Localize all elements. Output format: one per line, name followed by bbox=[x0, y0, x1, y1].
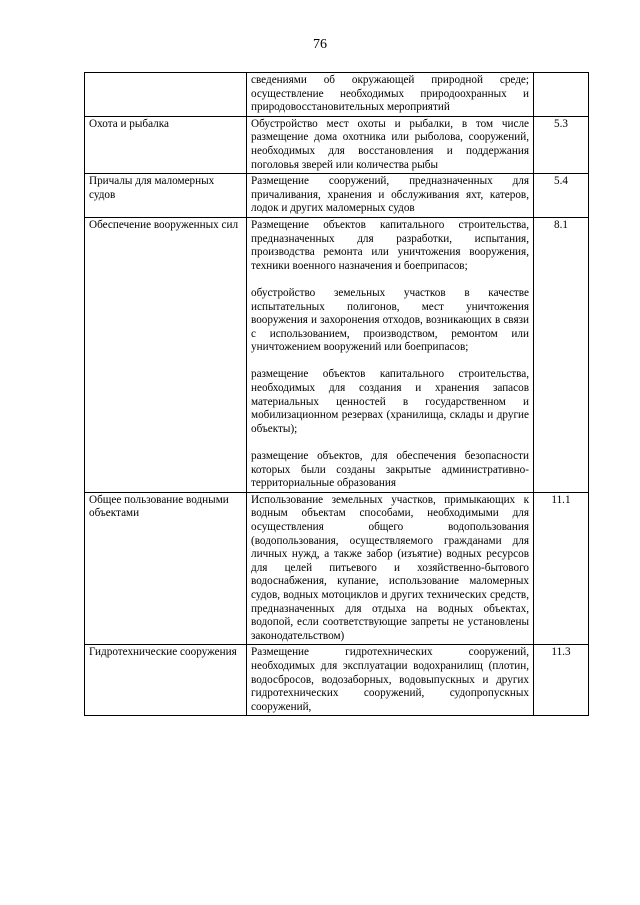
use-type-name: Общее пользование водными объектами bbox=[85, 492, 247, 645]
use-type-name: Охота и рыбалка bbox=[85, 116, 247, 173]
description-paragraph: сведениями об окружающей природной среде; осуществление необходимых природоохранных и природовосстановительных мероприятий bbox=[251, 74, 529, 114]
use-type-name bbox=[85, 73, 247, 117]
table-row bbox=[85, 645, 589, 716]
use-type-code: 11.3 bbox=[534, 645, 589, 716]
description-paragraph: Размещение объектов капитального строительства, предназначенных для разработки, испытания, производства ремонта или уничтожения вооружения, техники военного назначения и боеприпасов; bbox=[251, 218, 529, 272]
table-row bbox=[85, 73, 589, 117]
description-paragraph: размещение объектов, для обеспечения безопасности которых были созданы закрытые административно-территориальные образования bbox=[251, 450, 529, 490]
description-paragraph: обустройство земельных участков в качестве испытательных полигонов, мест уничтожения вооружения и захоронения отходов, возникающих в связи с использованием, производством, ремонтом или уничтожением вооружений или боеприпасов; bbox=[251, 286, 529, 354]
description-paragraph: размещение объектов капитального строительства, необходимых для создания и хранения запасов материальных ценностей в государственном и мобилизационном резервах (хранилища, склады и другие объекты); bbox=[251, 368, 529, 435]
page-number: 76 bbox=[313, 37, 327, 52]
use-type-name: Гидротехнические сооружения bbox=[85, 645, 247, 716]
use-type-code: 8.1 bbox=[534, 217, 589, 492]
table-row bbox=[85, 492, 589, 645]
use-type-description bbox=[247, 174, 534, 218]
use-type-code: 5.4 bbox=[534, 174, 589, 218]
use-type-code bbox=[534, 73, 589, 117]
use-type-description bbox=[247, 116, 534, 173]
use-type-code: 5.3 bbox=[534, 116, 589, 173]
table-row bbox=[85, 116, 589, 173]
description-paragraph: Размещение сооружений, предназначенных для причаливания, хранения и обслуживания яхт, катеров, лодок и других маломерных судов bbox=[251, 175, 529, 215]
description-paragraph: Обустройство мест охоты и рыбалки, в том числе размещение дома охотника или рыболова, сооружений, необходимых для восстановления и поддержания поголовья зверей или количества рыбы bbox=[251, 117, 529, 171]
table-row bbox=[85, 174, 589, 218]
use-type-code: 11.1 bbox=[534, 492, 589, 645]
description-paragraph: Использование земельных участков, примыкающих к водным объектам способами, необходимыми для осуществления общего водопользования (водопользования, осуществляемого гражданами для личных нужд, а также забор (изъятие) водных ресурсов для целей питьевого и хозяйственно-бытового водоснабжения, купание, использование маломерных судов, водных мотоциклов и других технических средств, предназначенных для отдыха на водных объектах, водопой, если соответствующие запреты не установлены законодательством) bbox=[251, 493, 529, 642]
description-paragraph: Размещение гидротехнических сооружений, необходимых для эксплуатации водохранилищ (плотин, водосбросов, водозаборных, водовыпускных и других гидротехнических сооружений, судопропускных сооружений, bbox=[251, 646, 529, 713]
use-type-name: Обеспечение вооруженных сил bbox=[85, 217, 247, 492]
use-type-description bbox=[247, 73, 534, 117]
land-use-table bbox=[84, 72, 589, 716]
use-type-description bbox=[247, 492, 534, 645]
use-type-description bbox=[247, 217, 534, 492]
use-type-name: Причалы для маломерных судов bbox=[85, 174, 247, 218]
table-row bbox=[85, 217, 589, 492]
use-type-description bbox=[247, 645, 534, 716]
